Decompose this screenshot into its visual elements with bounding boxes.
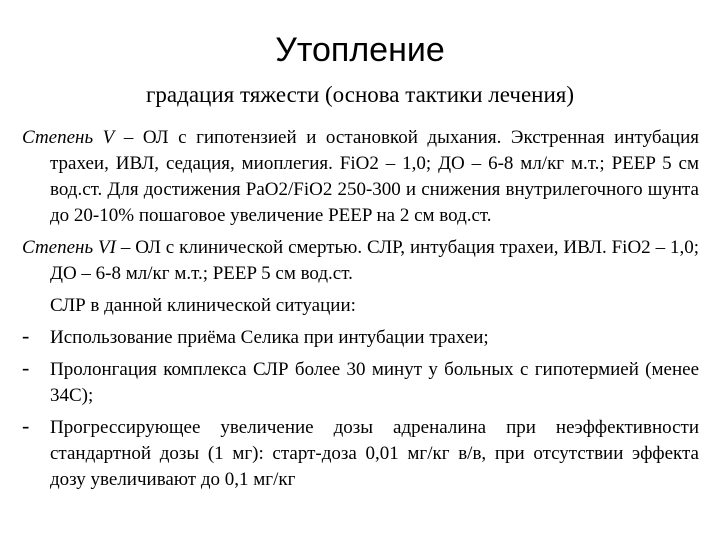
degree-5-text: – ОЛ с гипотензией и остановкой дыхания. Экстренная интубация трахеи, ИВЛ, седация, миоплегия. FiO2 – 1,0; ДО – 6-8 мл/кг м.т.; PEEP 5 см вод.ст. Для достижения PaO2/FiO2 250-300 и снижения внутрилегочного шунта до 20-10% пошаговое увеличение PEEP на 2 см вод.ст. bbox=[50, 127, 699, 226]
bullet-text: Пролонгация комплекса СЛР более 30 минут у больных с гипотермией (менее 34С); bbox=[50, 359, 699, 406]
degree-5-label: Степень V bbox=[22, 127, 115, 148]
degree-6-label: Степень VI bbox=[22, 237, 116, 258]
bullet-item bbox=[22, 325, 699, 351]
degree-6-text: – ОЛ с клинической смертью. СЛР, интубация трахеи, ИВЛ. FiO2 – 1,0; ДО – 6-8 мл/кг м.т.; PEEP 5 см вод.ст. bbox=[50, 237, 699, 284]
dash-bullet-icon: - bbox=[22, 413, 30, 438]
paragraph-degree-6 bbox=[22, 235, 699, 287]
dash-bullet-icon: - bbox=[22, 323, 30, 348]
dash-bullet-icon: - bbox=[22, 355, 30, 380]
bullet-item bbox=[22, 357, 699, 409]
bullet-text: Прогрессирующее увеличение дозы адреналина при неэффективности стандартной дозы (1 мг): старт-доза 0,01 мг/кг в/в, при отсутствии эффекта дозу увеличивают до 0,1 мг/кг bbox=[50, 417, 699, 490]
bullet-text: Использование приёма Селика при интубации трахеи; bbox=[50, 327, 489, 348]
bullet-item bbox=[22, 415, 699, 493]
slide-body bbox=[22, 125, 699, 493]
slide-title: Утопление bbox=[275, 31, 445, 69]
paragraph-degree-5 bbox=[22, 125, 699, 229]
slide-subtitle: градация тяжести (основа тактики лечения) bbox=[145, 82, 575, 107]
cpr-heading: СЛР в данной клинической ситуации: bbox=[50, 295, 356, 316]
